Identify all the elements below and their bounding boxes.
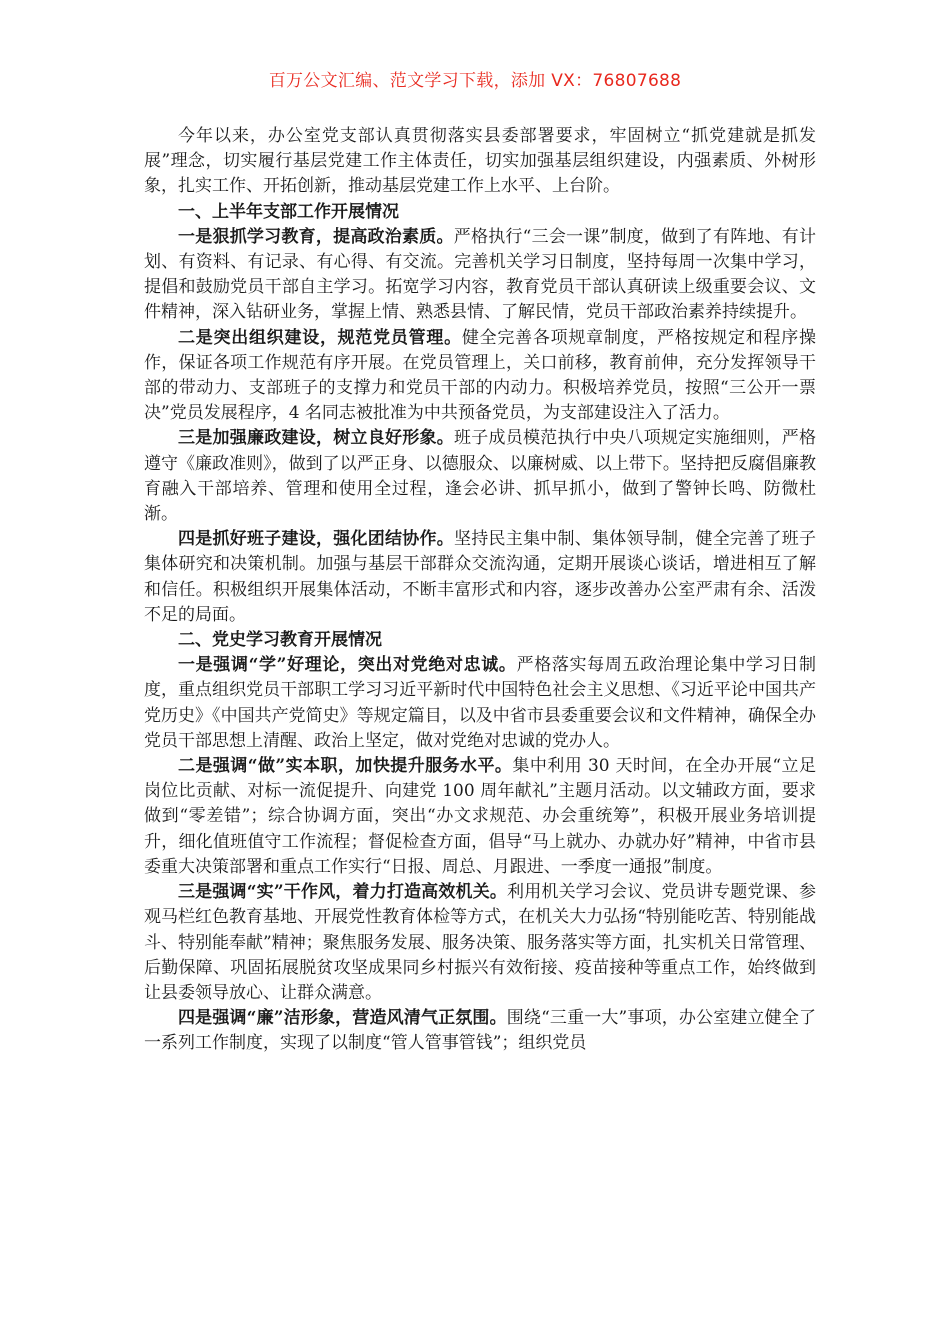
paragraph-lead: 二是强调“做”实本职，加快提升服务水平。 xyxy=(178,756,513,777)
section-heading-2: 二、党史学习教育开展情况 xyxy=(178,630,382,651)
paragraph xyxy=(144,326,816,427)
intro-paragraph: 今年以来，办公室党支部认真贯彻落实县委部署要求，牢固树立“抓党建就是抓发展”理念，切实履行基层党建工作主体责任，切实加强基层组织建设，内强素质、外树形象，扎实工作、开拓创新，推动基层党建工作上水平、上台阶。 xyxy=(144,126,816,197)
paragraph-text: 严格落实每周五政治理论集中学习日制度，重点组织党员干部职工学习习近平新时代中国特色社会主义思想、《习近平论中国共产党历史》《中国共产党简史》等规定篇目，以及中省市县委重要会议和文件精神，确保全办党员干部思想上清醒、政治上坚定，做对党绝对忠诚的党办人。 xyxy=(144,655,816,751)
paragraph-lead: 一是狠抓学习教育，提高政治素质。 xyxy=(178,226,454,247)
paragraph-lead: 二是突出组织建设，规范党员管理。 xyxy=(178,327,462,348)
document-body xyxy=(144,124,816,1057)
section-heading-1: 一、上半年支部工作开展情况 xyxy=(178,201,399,222)
paragraph-text: 严格执行“三会一课”制度，做到了有阵地、有计划、有资料、有记录、有心得、有交流。完善机关学习日制度，坚持每周一次集中学习，提倡和鼓励党员干部自主学习。拓宽学习内容，教育党员干部认真研读上级重要会议、文件精神，深入钻研业务，掌握上情、熟悉县情、了解民情，党员干部政治素养持续提升。 xyxy=(144,226,817,323)
paragraph-text: 围绕“三重一大”事项，办公室建立健全了一系列工作制度，实现了以制度“管人管事管钱”；组织党员 xyxy=(144,1008,816,1054)
paragraph xyxy=(144,527,816,628)
paragraph-lead: 三是加强廉政建设，树立良好形象。 xyxy=(178,428,454,449)
paragraph xyxy=(144,426,816,527)
paragraph xyxy=(144,225,816,326)
paragraph xyxy=(144,880,816,1006)
paragraph-lead: 四是抓好班子建设，强化团结协作。 xyxy=(178,529,454,550)
paragraph-text: 集中利用 30 天时间，在全办开展“立足岗位比贡献、对标一流促提升、向建党 100 周年献礼”主题月活动。以文辅政方面，要求做到“零差错”；综合协调方面，突出“办文求规范、办会重统筹”，积极开展业务培训提升，细化值班值守工作流程；督促检查方面，倡导“马上就办、办就办好”精神，中省市县委重大决策部署和重点工作实行“日报、周总、月跟进、一季度一通报”制度。 xyxy=(144,756,816,877)
paragraph xyxy=(144,754,816,880)
paragraph-text: 坚持民主集中制、集体领导制，健全完善了班子集体研究和决策机制。加强与基层干部群众交流沟通，定期开展谈心谈话，增进相互了解和信任。积极组织开展集体活动，不断丰富形式和内容，逐步改善办公室严肃有余、活泼不足的局面。 xyxy=(144,529,816,625)
page-header-banner: 百万公文汇编、范文学习下载，添加 VX：76807688 xyxy=(268,71,682,91)
paragraph-lead: 三是强调“实”干作风，着力打造高效机关。 xyxy=(178,882,508,903)
paragraph-text: 利用机关学习会议、党员讲专题党课、参观马栏红色教育基地、开展党性教育体检等方式，在机关大力弘扬“特别能吃苦、特别能战斗、特别能奉献”精神；聚焦服务发展、服务决策、服务落实等方面，扎实机关日常管理、后勤保障、巩固拓展脱贫攻坚成果同乡村振兴有效衔接、疫苗接种等重点工作，始终做到让县委领导放心、让群众满意。 xyxy=(144,882,817,1003)
paragraph xyxy=(144,653,816,754)
paragraph-lead: 一是强调“学”好理论，突出对党绝对忠诚。 xyxy=(178,655,517,676)
paragraph-lead: 四是强调“廉”洁形象，营造风清气正氛围。 xyxy=(178,1008,507,1029)
paragraph-text: 班子成员模范执行中央八项规定实施细则，严格遵守《廉政准则》，做到了以严正身、以德服众、以廉树威、以上带下。坚持把反腐倡廉教育融入干部培养、管理和使用全过程，逢会必讲、抓早抓小，做到了警钟长鸣、防微杜渐。 xyxy=(144,428,816,525)
paragraph-text: 健全完善各项规章制度，严格按规定和程序操作，保证各项工作规范有序开展。在党员管理上，关口前移，教育前伸，充分发挥领导干部的带动力、支部班子的支撑力和党员干部的内动力。积极培养党员，按照“三公开一票决”党员发展程序，4 名同志被批准为中共预备党员，为支部建设注入了活力。 xyxy=(144,327,817,424)
paragraph xyxy=(144,1006,816,1056)
